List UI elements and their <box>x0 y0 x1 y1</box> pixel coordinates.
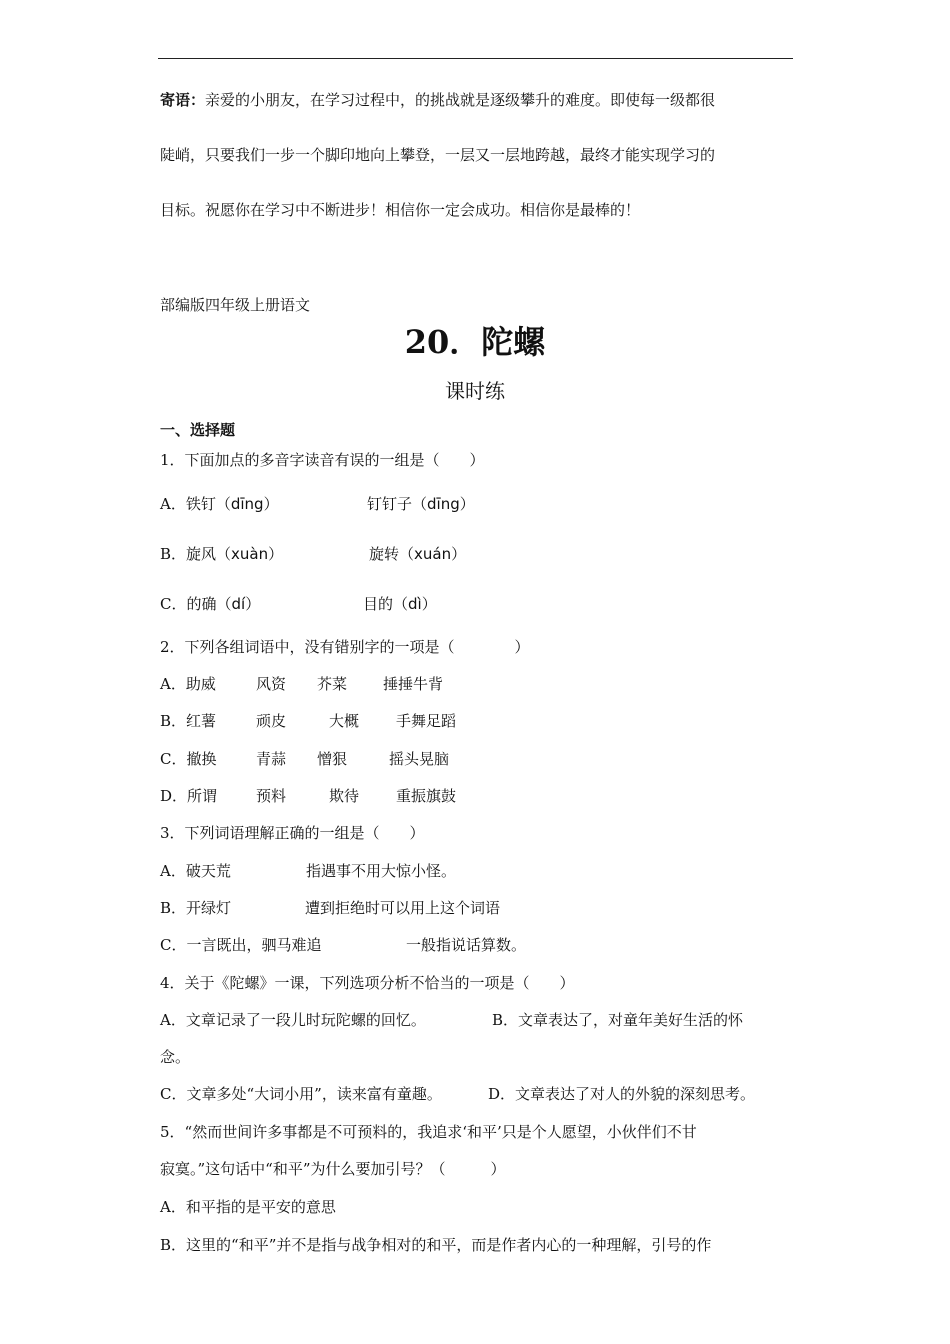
q3-option-b-term: B．开绿灯 <box>160 899 232 917</box>
pinyin: dīng <box>427 495 460 513</box>
q1-option-a-right: 钉钉子（dīng） <box>367 495 475 513</box>
q2-option-a-word-4: 捶捶牛背 <box>383 675 444 693</box>
q2-option-c-word-2: 青蒜 <box>256 750 287 768</box>
q2-option-a-word-1: A．助威 <box>160 675 216 693</box>
q2-option-d-word-3: 欺待 <box>329 787 360 805</box>
q2-option-c-word-3: 憎狠 <box>317 750 348 768</box>
message-line-2: 陡峭，只要我们一步一个脚印地向上攀登，一层又一层地跨越，最终才能实现学习的 <box>160 146 716 164</box>
question-1-stem: 1．下面加点的多音字读音有误的一组是（ ） <box>160 451 485 469</box>
question-5-stem-line-2: 寂寞。”这句话中“和平”为什么要加引号？（ ） <box>160 1160 506 1178</box>
q1-option-b-left: B．旋风（xuàn） <box>160 545 284 563</box>
page-title: 20．陀螺 <box>404 323 546 361</box>
q1-option-b-right: 旋转（xuán） <box>369 545 467 563</box>
question-2-stem: 2．下列各组词语中，没有错别字的一项是（ ） <box>160 638 530 656</box>
q1-option-c-right: 目的（dì） <box>363 595 437 613</box>
q3-option-b-meaning: 遭到拒绝时可以用上这个词语 <box>305 899 501 917</box>
pinyin: xuán <box>414 545 452 563</box>
q2-option-b-word-2: 顽皮 <box>256 712 287 730</box>
q2-option-c-word-1: C．撤换 <box>160 750 217 768</box>
q2-option-b-word-4: 手舞足蹈 <box>396 712 457 730</box>
message-text-1: 亲爱的小朋友，在学习过程中，的挑战就是逐级攀升的难度。即使每一级都很 <box>205 91 716 109</box>
question-4-stem: 4．关于《陀螺》一课，下列选项分析不恰当的一项是（ ） <box>160 974 575 992</box>
q4-option-b-wrap: 念。 <box>160 1048 191 1066</box>
q1-option-c-left: C．的确（dí） <box>160 595 261 613</box>
q2-option-b-word-1: B．红薯 <box>160 712 217 730</box>
pinyin: dì <box>408 595 422 613</box>
q3-option-c-term: C．一言既出，驷马难追 <box>160 936 322 954</box>
q2-option-a-word-3: 芥菜 <box>317 675 348 693</box>
pinyin: xuàn <box>231 545 269 563</box>
q4-option-a: A．文章记录了一段儿时玩陀螺的回忆。 <box>160 1011 426 1029</box>
question-5-stem-line-1: 5．“然而世间许多事都是不可预料的，我追求‘和平’只是个人愿望，小伙伴们不甘 <box>160 1123 697 1141</box>
q4-option-b: B．文章表达了，对童年美好生活的怀 <box>492 1011 744 1029</box>
q2-option-d-word-2: 预料 <box>256 787 287 805</box>
q4-option-d: D．文章表达了对人的外貌的深刻思考。 <box>488 1085 756 1103</box>
q2-option-c-word-4: 摇头晃脑 <box>389 750 450 768</box>
pinyin: dīng <box>230 495 264 513</box>
q5-option-b: B．这里的“和平”并不是指与战争相对的和平，而是作者内心的一种理解，引号的作 <box>160 1236 712 1254</box>
q2-option-a-word-2: 风资 <box>256 675 287 693</box>
question-3-stem: 3．下列词语理解正确的一组是（ ） <box>160 824 425 842</box>
q3-option-a-term: A．破天荒 <box>160 862 231 880</box>
top-rule <box>158 58 793 59</box>
section-heading: 一、选择题 <box>160 421 236 439</box>
edition-label: 部编版四年级上册语文 <box>160 296 311 314</box>
q1-option-a-left: A．铁钉（dīng） <box>160 495 279 513</box>
q5-option-a: A．和平指的是平安的意思 <box>160 1198 336 1216</box>
q2-option-d-word-1: D．所谓 <box>160 787 218 805</box>
q2-option-d-word-4: 重振旗鼓 <box>396 787 457 805</box>
message-line-3: 目标。祝愿你在学习中不断进步！相信你一定会成功。相信你是最棒的！ <box>160 201 641 219</box>
message-line-1 <box>160 90 715 110</box>
page-subtitle: 课时练 <box>445 379 505 403</box>
message-label: 寄语： <box>160 91 206 109</box>
pinyin: dí <box>231 595 246 613</box>
q2-option-b-word-3: 大概 <box>329 712 360 730</box>
q3-option-c-meaning: 一般指说话算数。 <box>406 936 527 954</box>
q4-option-c: C．文章多处“大词小用”，读来富有童趣。 <box>160 1085 442 1103</box>
q3-option-a-meaning: 指遇事不用大惊小怪。 <box>306 862 457 880</box>
